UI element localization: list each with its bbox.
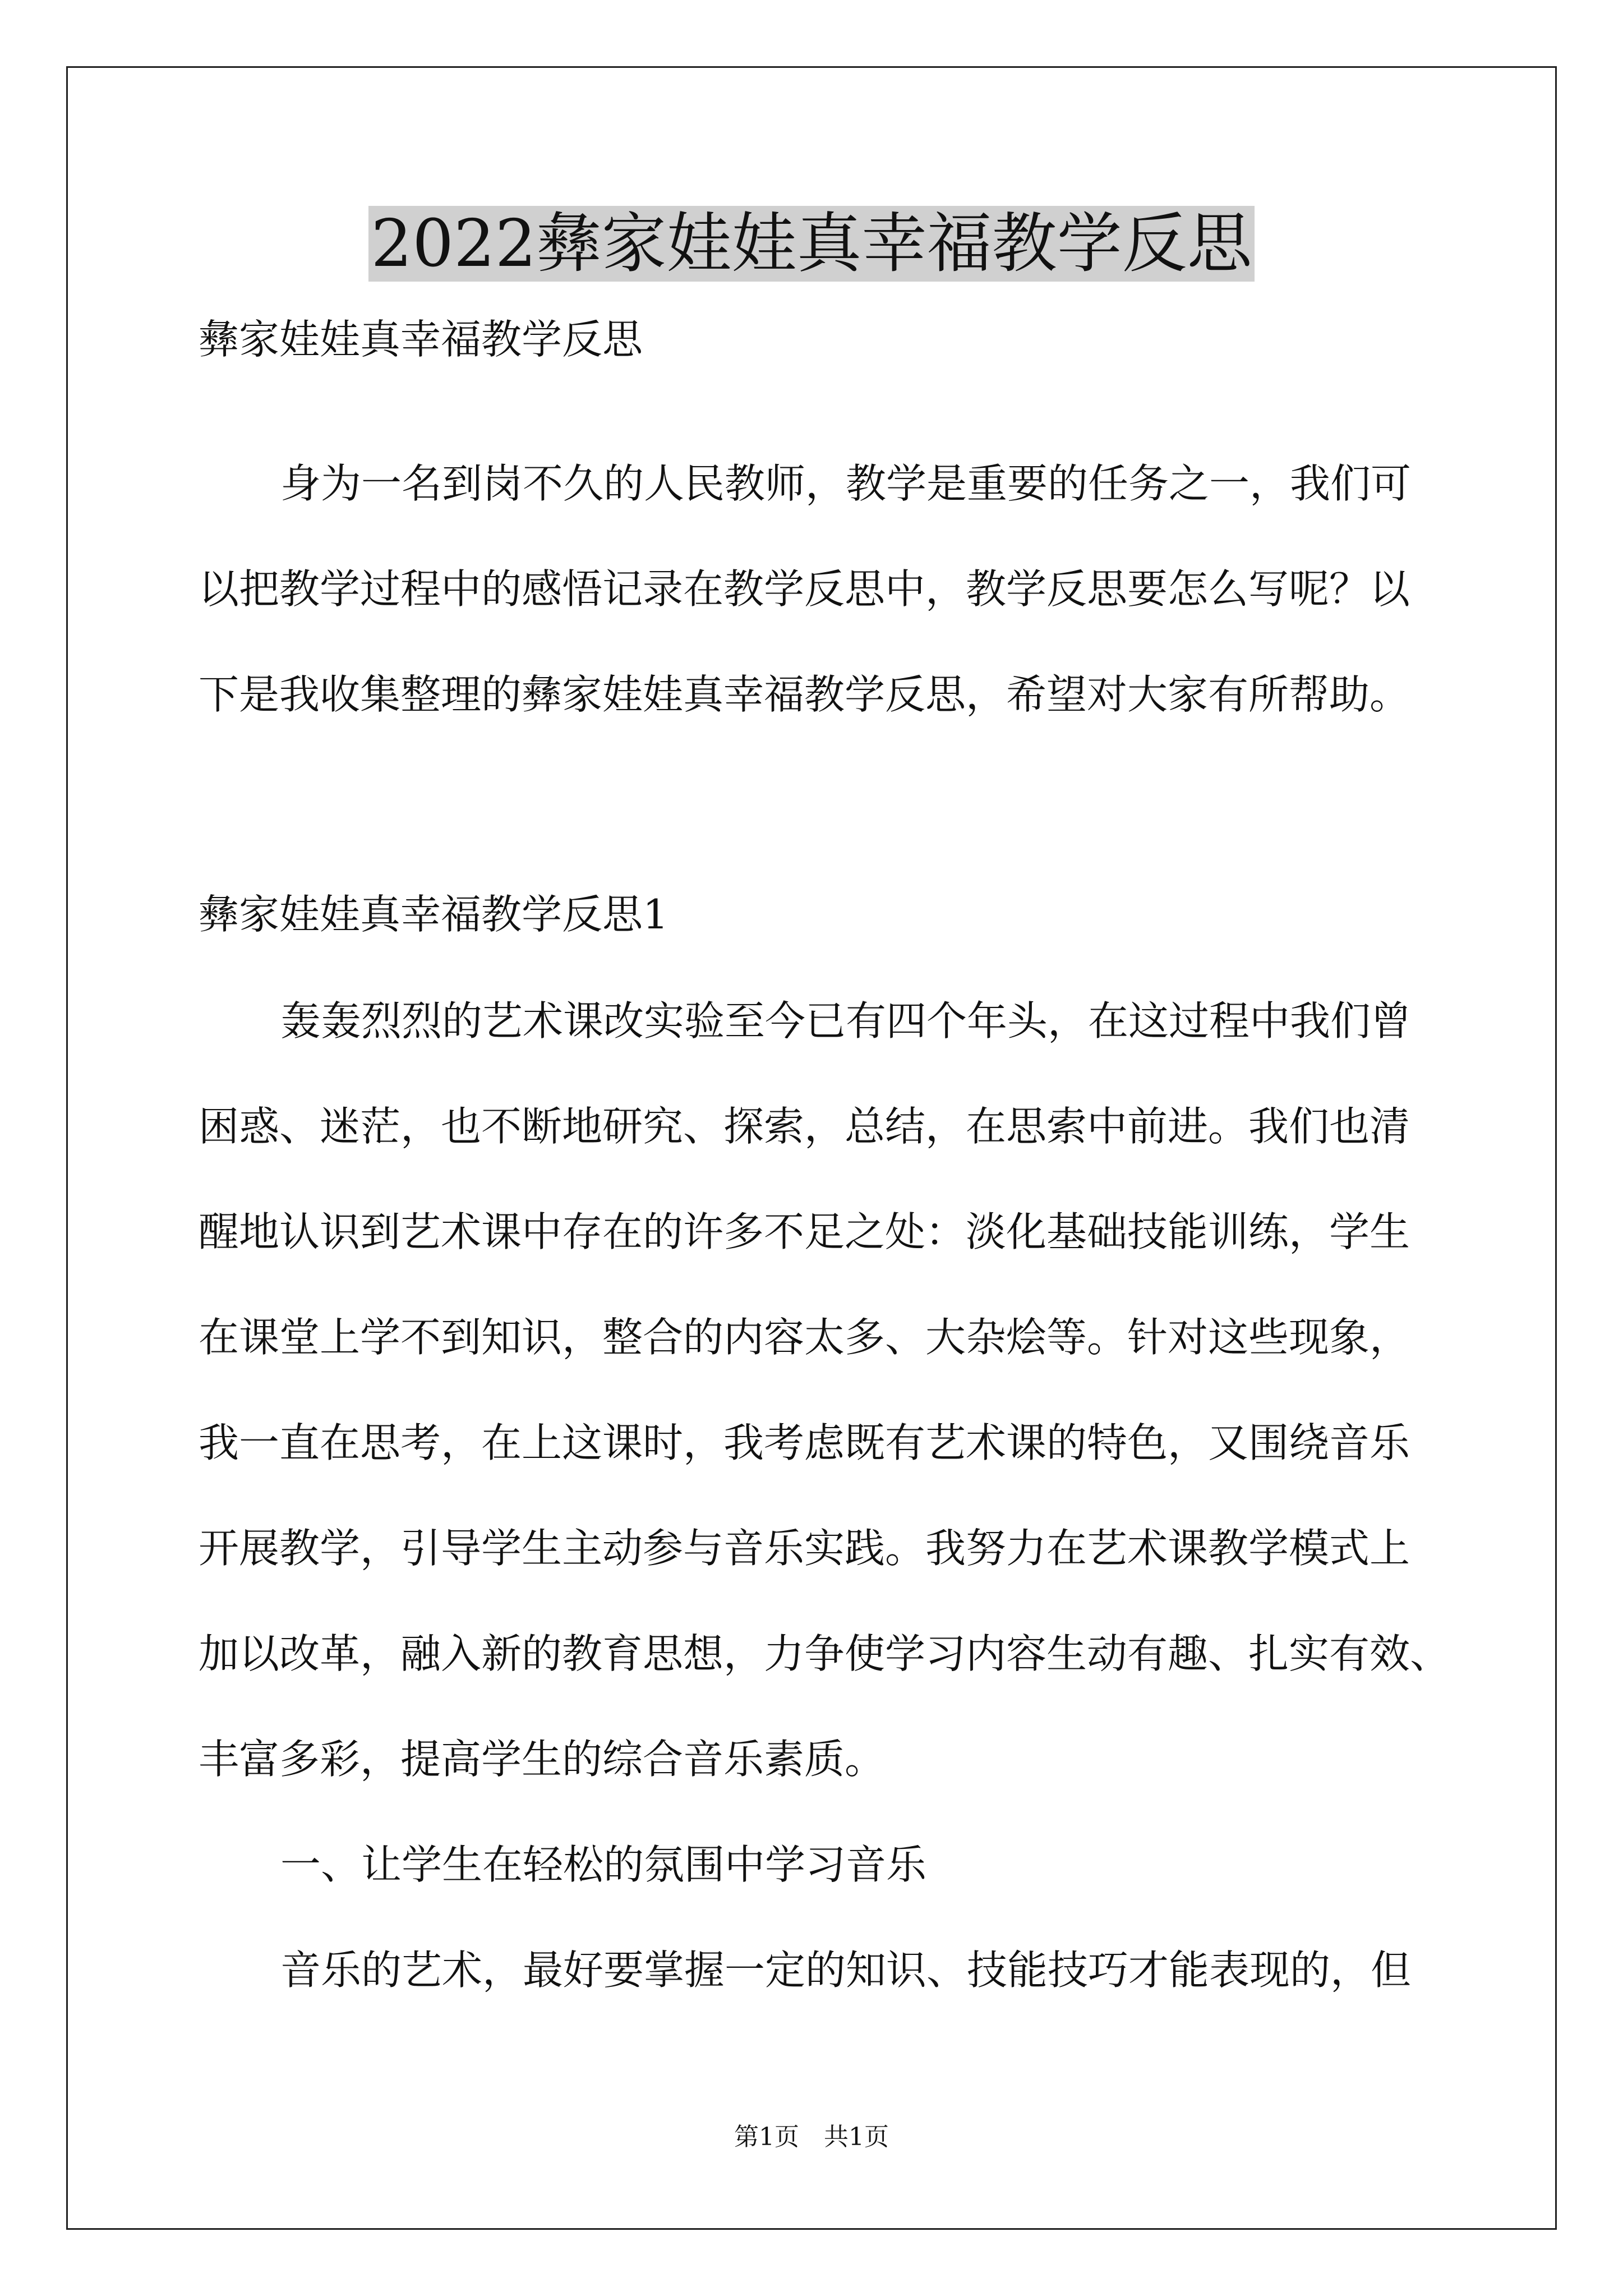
section-1-heading: 一、让学生在轻松的氛围中学习音乐 [280, 1841, 927, 1888]
intro-line-2: 以把教学过程中的感悟记录在教学反思中，教学反思要怎么写呢？以 [199, 565, 1410, 613]
para1-line-4: 在课堂上学不到知识，整合的内容太多、大杂烩等。针对这些现象， [199, 1314, 1410, 1361]
heading-2: 彝家娃娃真幸福教学反思1 [199, 891, 668, 938]
para1-line-6: 开展教学，引导学生主动参与音乐实践。我努力在艺术课教学模式上 [199, 1525, 1410, 1572]
para1-line-3: 醒地认识到艺术课中存在的许多不足之处：淡化基础技能训练，学生 [199, 1208, 1410, 1255]
para2-line-1: 音乐的艺术，最好要掌握一定的知识、技能技巧才能表现的，但 [280, 1947, 1412, 1994]
document-title-text: 2022彝家娃娃真幸福教学反思 [368, 206, 1254, 282]
document-title [0, 202, 1623, 286]
heading-1: 彝家娃娃真幸福教学反思 [199, 316, 643, 363]
para1-line-7: 加以改革，融入新的教育思想，力争使学习内容生动有趣、扎实有效、 [199, 1630, 1451, 1677]
para1-line-5: 我一直在思考，在上这课时，我考虑既有艺术课的特色，又围绕音乐 [199, 1419, 1410, 1466]
intro-line-1: 身为一名到岗不久的人民教师，教学是重要的任务之一，我们可 [280, 460, 1412, 507]
para1-line-8: 丰富多彩，提高学生的综合音乐素质。 [199, 1736, 886, 1783]
para1-line-1: 轰轰烈烈的艺术课改实验至今已有四个年头，在这过程中我们曾 [280, 997, 1412, 1045]
page-footer: 第1页 共1页 [734, 2123, 889, 2151]
intro-line-3: 下是我收集整理的彝家娃娃真幸福教学反思，希望对大家有所帮助。 [199, 671, 1410, 718]
para1-line-2: 困惑、迷茫，也不断地研究、探索，总结，在思索中前进。我们也清 [199, 1103, 1410, 1150]
